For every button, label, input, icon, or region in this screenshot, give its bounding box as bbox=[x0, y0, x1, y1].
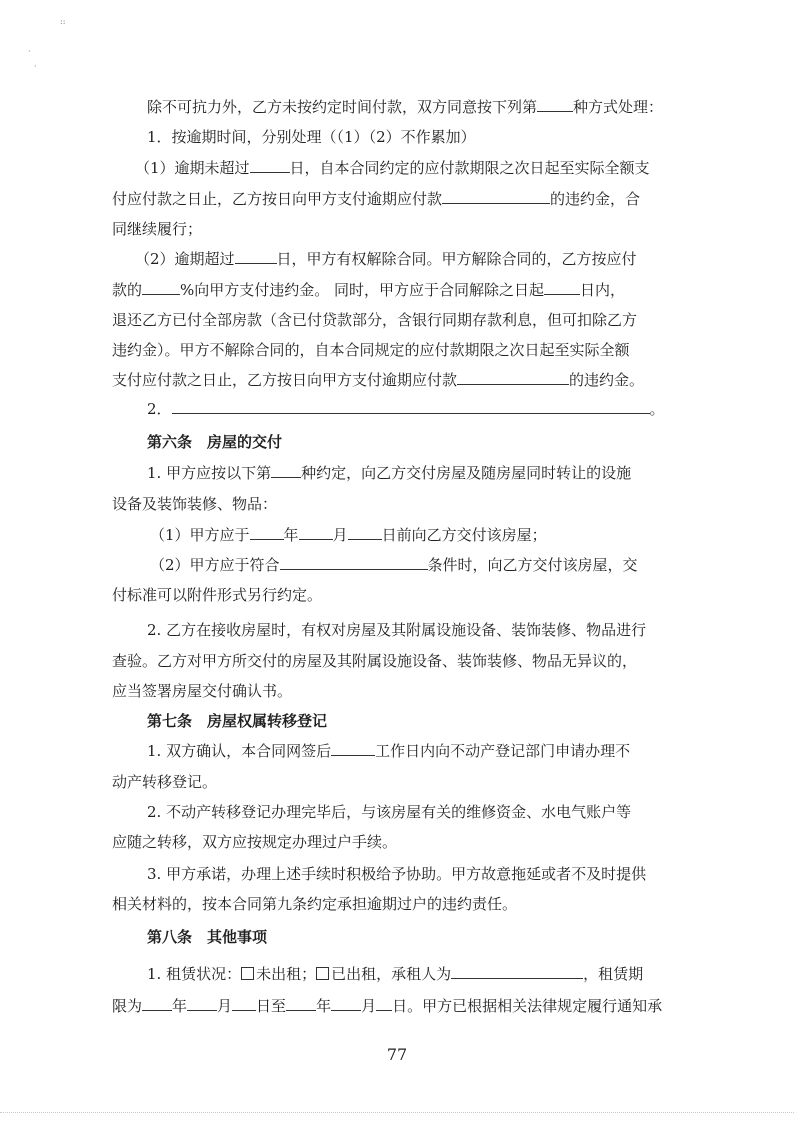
section-heading: 第七条 房屋权属转移登记 bbox=[147, 712, 328, 730]
blank-field bbox=[142, 280, 180, 295]
text-line: 限为 年 月 日至 年 月 日。甲方已根据相关法律规定履行通知承 bbox=[112, 997, 663, 1015]
text-line: 2． 。 bbox=[147, 400, 665, 418]
blank-field bbox=[376, 996, 392, 1011]
text-line: 付标准可以附件形式另行约定。 bbox=[112, 586, 323, 604]
scan-mark: · bbox=[28, 47, 31, 56]
blank-field bbox=[286, 996, 316, 1011]
section-heading: 第六条 房屋的交付 bbox=[147, 433, 283, 451]
text-line: 款的 %向甲方支付违约金。 同时，甲方应于合同解除之日起 日内， bbox=[112, 281, 626, 299]
blank-field bbox=[299, 525, 333, 540]
text-line: 查验。乙方对甲方所交付的房屋及其附属设施设备、装饰装修、物品无异议的， bbox=[112, 652, 638, 670]
text-line: 除不可抗力外，乙方未按约定时间付款，双方同意按下列第 种方式处理： bbox=[147, 98, 664, 116]
text-line: 2. 乙方在接收房屋时，有权对房屋及其附属设施设备、装饰装修、物品进行 bbox=[147, 621, 647, 639]
blank-field bbox=[271, 463, 301, 478]
blank-field bbox=[232, 996, 256, 1011]
checkbox-unrented bbox=[241, 967, 254, 980]
page-number: 77 bbox=[386, 1045, 408, 1064]
blank-field bbox=[250, 525, 284, 540]
text-line: 应随之转移，双方应按规定办理过户手续。 bbox=[112, 833, 398, 851]
blank-field bbox=[457, 370, 569, 385]
text-line: 同继续履行； bbox=[112, 220, 203, 238]
blank-field bbox=[537, 97, 573, 112]
text-line: （2）逾期超过 日，甲方有权解除合同。甲方解除合同的，乙方按应付 bbox=[135, 250, 637, 268]
text-line: 3. 甲方承诺，办理上述手续时积极给予协助。甲方故意拖延或者不及时提供 bbox=[147, 865, 647, 883]
blank-field bbox=[544, 280, 580, 295]
text-line: 支付应付款之日止，乙方按日向甲方支付逾期应付款 的违约金。 bbox=[112, 371, 645, 389]
text-line: 1. 甲方应按以下第 种约定，向乙方交付房屋及随房屋同时转让的设施 bbox=[147, 464, 632, 482]
text-line: 应当签署房屋交付确认书。 bbox=[112, 682, 293, 700]
text-line: 退还乙方已付全部房款（含已付贷款部分，含银行同期存款利息，但可扣除乙方 bbox=[112, 311, 638, 329]
blank-field bbox=[331, 996, 361, 1011]
text-line: 设备及装饰装修、物品： bbox=[112, 495, 278, 513]
checkbox-rented bbox=[316, 967, 329, 980]
text-line: （1）甲方应于 年 月 日前向乙方交付该房屋； bbox=[150, 526, 547, 544]
blank-field bbox=[187, 996, 217, 1011]
text-line: 1. 租赁状况： 未出租； 已出租，承租人为 ，租赁期 bbox=[147, 965, 644, 983]
text-line: 1．按逾期时间，分别处理（（1）（2）不作累加） bbox=[147, 128, 476, 146]
scan-edge-line bbox=[0, 1112, 794, 1113]
scan-mark: :: bbox=[60, 17, 66, 26]
section-heading: 第八条 其他事项 bbox=[147, 928, 268, 946]
blank-field bbox=[280, 555, 428, 570]
text-line: （1）逾期未超过 日，自本合同约定的应付款期限之次日起至实际全额支 bbox=[135, 159, 650, 177]
text-line: 违约金）。甲方不解除合同的，自本合同规定的应付款期限之次日起至实际全额 bbox=[112, 341, 630, 359]
text-line: （2）甲方应于符合 条件时，向乙方交付该房屋，交 bbox=[150, 556, 638, 574]
blank-field bbox=[172, 399, 650, 414]
text-line: 2. 不动产转移登记办理完毕后，与该房屋有关的维修资金、水电气账户等 bbox=[147, 803, 632, 821]
blank-field bbox=[142, 996, 172, 1011]
scan-mark: · bbox=[34, 62, 37, 71]
blank-field bbox=[451, 964, 583, 979]
blank-field bbox=[235, 249, 277, 264]
text-line: 1. 双方确认，本合同网签后 工作日内向不动产登记部门申请办理不 bbox=[147, 742, 631, 760]
text-line: 付应付款之日止，乙方按日向甲方支付逾期应付款 的违约金，合 bbox=[112, 190, 641, 208]
blank-field bbox=[331, 741, 375, 756]
blank-field bbox=[442, 189, 550, 204]
text-line: 相关材料的，按本合同第九条约定承担逾期过户的违约责任。 bbox=[112, 895, 518, 913]
text-line: 动产转移登记。 bbox=[112, 773, 218, 791]
blank-field bbox=[348, 525, 382, 540]
blank-field bbox=[250, 158, 290, 173]
